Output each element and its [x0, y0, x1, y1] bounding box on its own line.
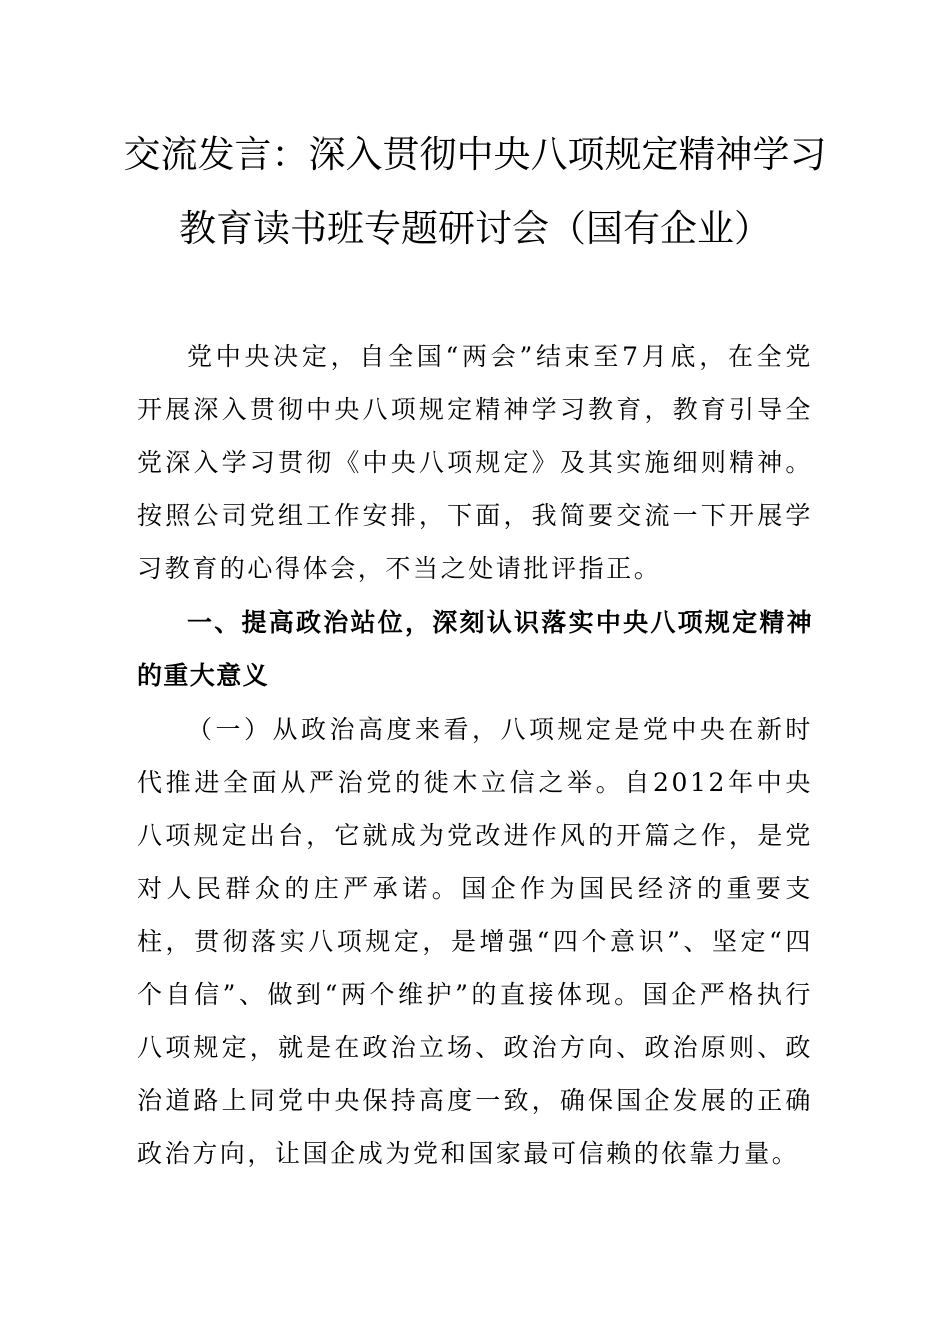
intro-paragraph: 党中央决定，自全国“两会”结束至7月底，在全党开展深入贯彻中央八项规定精神学习教育，教育引导全党深入学习贯彻《中央八项规定》及其实施细则精神。按照公司党组工作安排，下面，我简要交流一下开展学习教育的心得体会，不当之处请批评指正。	[137, 342, 813, 583]
section-1-paragraph-1: （一）从政治高度来看，八项规定是党中央在新时代推进全面从严治党的徙木立信之举。自2012年中央八项规定出台，它就成为党改进作风的开篇之作，是党对人民群众的庄严承诺。国企作为国民经济的重要支柱，贯彻落实八项规定，是增强“四个意识”、坚定“四个自信”、做到“两个维护”的直接体现。国企严格执行八项规定，就是在政治立场、政治方向、政治原则、政治道路上同党中央保持高度一致，确保国企发展的正确政治方向，让国企成为党和国家最可信赖的依靠力量。	[137, 715, 813, 1168]
document-title-line-1: 交流发言：深入贯彻中央八项规定精神学习	[123, 133, 827, 176]
section-heading-1: 一、提高政治站位，深刻认识落实中央八项规定精神的重大意义	[137, 608, 813, 690]
document-title-line-2: 教育读书班专题研讨会（国有企业）	[179, 207, 771, 250]
